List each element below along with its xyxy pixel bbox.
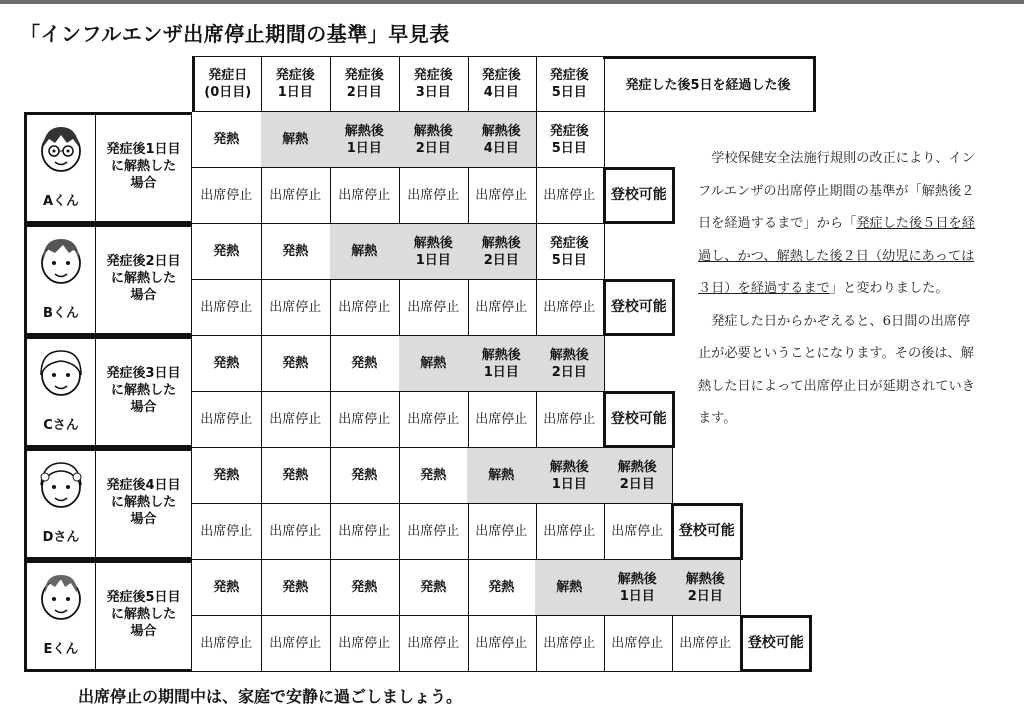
student-1 (24, 112, 96, 224)
attendance-stop-cell: 出席停止 (192, 504, 262, 560)
fever-case-description: 発症後3日目 に解熱した 場合 (96, 336, 192, 448)
status-cell: 解熱 (399, 336, 469, 392)
header-day-0: 発症日 (0日目) (192, 56, 262, 112)
student-4 (24, 448, 96, 560)
child-face-icon (33, 345, 89, 401)
status-cell: 解熱後 2日目 (603, 448, 673, 504)
attendance-stop-cell: 出席停止 (603, 616, 673, 672)
school-allowed-cell: 登校可能 (603, 279, 675, 336)
status-cell: 解熱後 2日目 (535, 336, 605, 392)
student-name: Aくん (42, 194, 80, 209)
school-allowed-cell: 登校可能 (671, 503, 743, 560)
header-day-5: 発症後 5日目 (535, 56, 605, 112)
fever-case-description: 発症後5日目 に解熱した 場合 (96, 560, 192, 672)
attendance-stop-cell: 出席停止 (671, 616, 741, 672)
note-text: 学校保健安全法施行規則の改正により、インフルエンザの出席停止期間の基準が「解熱後２日を経過するまで」から「 (698, 151, 975, 231)
attendance-stop-cell: 出席停止 (192, 616, 262, 672)
status-cell: 発熱 (261, 560, 331, 616)
attendance-stop-cell: 出席停止 (535, 168, 605, 224)
status-cell: 発熱 (399, 448, 469, 504)
status-cell: 解熱後 2日目 (467, 224, 537, 280)
attendance-stop-cell: 出席停止 (603, 504, 673, 560)
attendance-stop-cell: 出席停止 (467, 392, 537, 448)
status-cell: 解熱 (535, 560, 605, 616)
header-day-3: 発症後 3日目 (399, 56, 469, 112)
status-cell: 発熱 (330, 560, 400, 616)
fever-case-description: 発症後1日目 に解熱した 場合 (96, 112, 192, 224)
attendance-stop-cell: 出席停止 (261, 616, 331, 672)
school-allowed-cell: 登校可能 (603, 167, 675, 224)
attendance-stop-cell: 出席停止 (399, 168, 469, 224)
attendance-stop-cell: 出席停止 (399, 392, 469, 448)
attendance-stop-cell: 出席停止 (261, 392, 331, 448)
status-cell: 解熱後 1日目 (535, 448, 605, 504)
child-face-icon (33, 121, 89, 177)
status-cell: 解熱後 1日目 (603, 560, 673, 616)
attendance-stop-cell: 出席停止 (535, 392, 605, 448)
student-name: Eくん (43, 642, 79, 657)
header-day-4: 発症後 4日目 (467, 56, 537, 112)
attendance-stop-cell: 出席停止 (192, 392, 262, 448)
attendance-stop-cell: 出席停止 (330, 392, 400, 448)
status-cell: 発熱 (330, 336, 400, 392)
note-text: 」と変わりました。 (829, 281, 949, 296)
student-name: Dさん (42, 530, 80, 545)
status-cell: 解熱後 2日目 (671, 560, 741, 616)
student-2 (24, 224, 96, 336)
status-cell: 発熱 (467, 560, 537, 616)
attendance-stop-cell: 出席停止 (330, 616, 400, 672)
student-name: Cさん (43, 418, 79, 433)
status-cell: 解熱 (467, 448, 537, 504)
status-cell: 解熱後 1日目 (467, 336, 537, 392)
status-cell: 発熱 (261, 224, 331, 280)
top-rule (0, 0, 1024, 4)
status-cell: 発熱 (261, 336, 331, 392)
attendance-stop-cell: 出席停止 (261, 280, 331, 336)
footer-message: 出席停止の期間中は、家庭で安静に過ごしましょう。 (78, 687, 463, 706)
child-face-icon (33, 457, 89, 513)
status-cell: 発熱 (192, 448, 262, 504)
attendance-stop-cell: 出席停止 (192, 280, 262, 336)
attendance-stop-cell: 出席停止 (399, 504, 469, 560)
attendance-stop-cell: 出席停止 (399, 616, 469, 672)
status-cell: 発熱 (192, 112, 262, 168)
attendance-stop-cell: 出席停止 (399, 280, 469, 336)
note-underlined-text: 発症した後５日を経過し、かつ、解熱した後２日（幼児にあっては３日）を経過するまで (698, 216, 975, 296)
student-5 (24, 560, 96, 672)
status-cell: 発症後 5日目 (535, 112, 605, 168)
status-cell: 発熱 (399, 560, 469, 616)
header-after-5-days: 発症した後5日を経過した後 (603, 56, 816, 112)
attendance-stop-cell: 出席停止 (467, 504, 537, 560)
attendance-stop-cell: 出席停止 (261, 168, 331, 224)
attendance-stop-cell: 出席停止 (535, 280, 605, 336)
explanation-text (698, 143, 978, 436)
page-title: 「インフルエンザ出席停止期間の基準」早見表 (20, 22, 450, 46)
attendance-stop-cell: 出席停止 (467, 280, 537, 336)
explanation-paragraph-1 (698, 143, 978, 306)
student-3 (24, 336, 96, 448)
header-day-1: 発症後 1日目 (261, 56, 331, 112)
child-face-icon (33, 233, 89, 289)
status-cell: 発熱 (192, 336, 262, 392)
fever-case-description: 発症後4日目 に解熱した 場合 (96, 448, 192, 560)
student-name: Bくん (43, 306, 79, 321)
attendance-stop-cell: 出席停止 (192, 168, 262, 224)
status-cell: 解熱後 1日目 (399, 224, 469, 280)
status-cell: 発熱 (192, 224, 262, 280)
status-cell: 解熱 (330, 224, 400, 280)
status-cell: 発症後 5日目 (535, 224, 605, 280)
fever-case-description: 発症後2日目 に解熱した 場合 (96, 224, 192, 336)
status-cell: 発熱 (330, 448, 400, 504)
attendance-stop-cell: 出席停止 (535, 504, 605, 560)
attendance-stop-cell: 出席停止 (330, 168, 400, 224)
status-cell: 解熱後 1日目 (330, 112, 400, 168)
attendance-stop-cell: 出席停止 (330, 504, 400, 560)
attendance-stop-cell: 出席停止 (330, 280, 400, 336)
header-day-2: 発症後 2日目 (330, 56, 400, 112)
child-face-icon (33, 569, 89, 625)
explanation-paragraph-2: 発症した日からかぞえると、6日間の出席停止が必要ということになります。その後は、解熱した日によって出席停止日が延期されていきます。 (698, 313, 975, 426)
attendance-stop-cell: 出席停止 (261, 504, 331, 560)
attendance-stop-cell: 出席停止 (467, 168, 537, 224)
status-cell: 解熱 (261, 112, 331, 168)
status-cell: 解熱後 4日目 (467, 112, 537, 168)
attendance-stop-cell: 出席停止 (467, 616, 537, 672)
school-allowed-cell: 登校可能 (740, 615, 812, 672)
school-allowed-cell: 登校可能 (603, 391, 675, 448)
status-cell: 発熱 (261, 448, 331, 504)
status-cell: 発熱 (192, 560, 262, 616)
attendance-stop-cell: 出席停止 (535, 616, 605, 672)
status-cell: 解熱後 2日目 (399, 112, 469, 168)
